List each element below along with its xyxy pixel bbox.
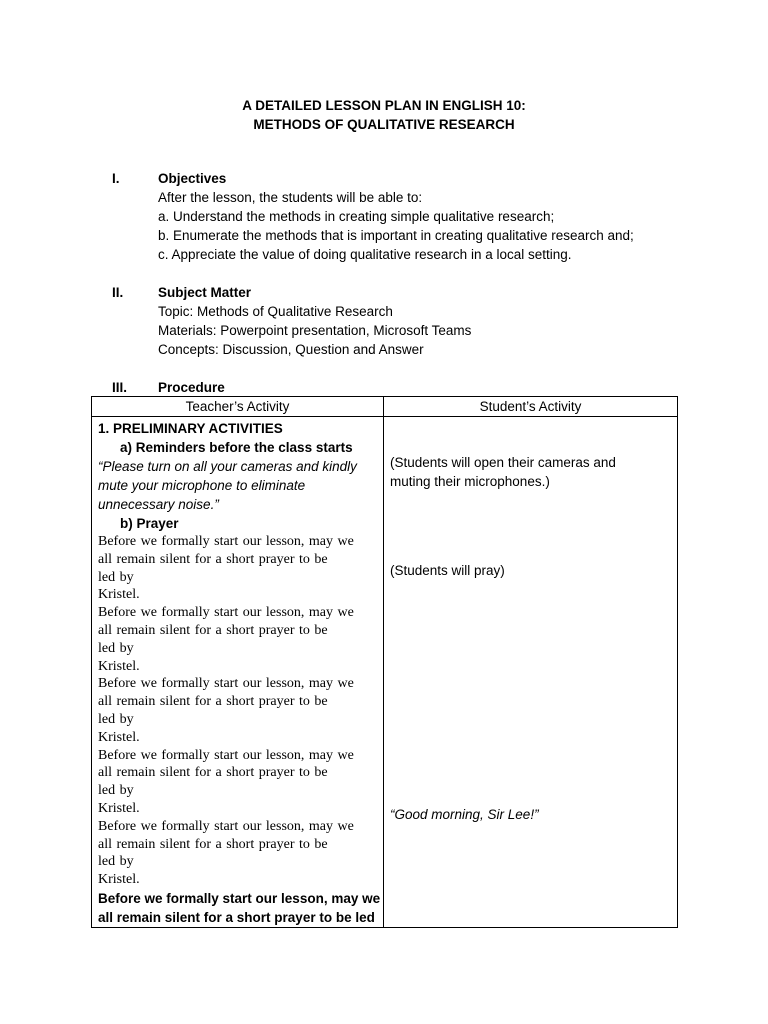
prayer-line: led by: [98, 569, 134, 585]
objective-item: b. Enumerate the methods that is important in creating qualitative research and;: [158, 228, 634, 243]
prayer-line: Before we formally start our lesson, may we: [98, 676, 354, 692]
prayer-line: led by: [98, 783, 134, 799]
prayer-last-line: Before we formally start our lesson, may we: [98, 890, 381, 906]
procedure-heading: Procedure: [158, 380, 225, 395]
subject-materials: Materials: Powerpoint presentation, Microsoft Teams: [158, 323, 472, 338]
prayer-line: Kristel.: [98, 729, 140, 745]
prayer-line: Kristel.: [98, 800, 140, 816]
prayer-line: all remain silent for a short prayer to be: [98, 694, 328, 710]
reminders-heading: a) Reminders before the class starts: [120, 440, 353, 455]
procedure-table: [91, 396, 678, 928]
title-line-1: A DETAILED LESSON PLAN IN ENGLISH 10:: [242, 98, 526, 113]
prayer-line: all remain silent for a short prayer to be: [98, 765, 328, 781]
prayer-line: Before we formally start our lesson, may we: [98, 605, 354, 621]
document-title: [0, 96, 768, 134]
prayer-line: Kristel.: [98, 872, 140, 888]
objective-item: c. Appreciate the value of doing qualitative research in a local setting.: [158, 247, 572, 262]
subject-matter-heading: Subject Matter: [158, 285, 252, 300]
student-response-line: muting their microphones.): [390, 474, 550, 489]
student-response-line: (Students will open their cameras and: [390, 455, 616, 470]
title-line-2: METHODS OF QUALITATIVE RESEARCH: [253, 117, 515, 132]
prayer-paragraph: [98, 533, 377, 604]
prayer-line: Kristel.: [98, 587, 140, 603]
preliminary-activities-heading: 1. PRELIMINARY ACTIVITIES: [98, 421, 283, 436]
prayer-line: Before we formally start our lesson, may we: [98, 747, 354, 763]
prayer-last-line: all remain silent for a short prayer to be led: [98, 909, 375, 925]
prayer-paragraph: [98, 747, 377, 818]
reminders-quote-line: mute your microphone to eliminate: [98, 478, 306, 493]
student-cameras-response: [390, 453, 616, 491]
prayer-line: Kristel.: [98, 658, 140, 674]
student-pray-response: (Students will pray): [390, 563, 505, 578]
table-header-row: [92, 397, 678, 417]
objectives-numeral: I.: [112, 171, 120, 186]
prayer-line: Before we formally start our lesson, may we: [98, 534, 354, 549]
table-row: [92, 417, 678, 928]
prayer-line: led by: [98, 640, 134, 656]
prayer-line: led by: [98, 711, 134, 727]
student-greeting-response: “Good morning, Sir Lee!”: [390, 807, 539, 822]
subject-topic: Topic: Methods of Qualitative Research: [158, 304, 393, 319]
teacher-activity-cell: [92, 417, 384, 928]
prayer-paragraph: [98, 675, 377, 746]
objectives-heading: Objectives: [158, 171, 227, 186]
subject-concepts: Concepts: Discussion, Question and Answer: [158, 342, 424, 357]
procedure-numeral: III.: [112, 380, 128, 395]
prayer-line: all remain silent for a short prayer to be: [98, 551, 328, 567]
prayer-paragraph: [98, 604, 377, 675]
student-activity-header: Student’s Activity: [384, 397, 678, 417]
prayer-line: Before we formally start our lesson, may we: [98, 818, 354, 834]
prayer-line: all remain silent for a short prayer to be: [98, 622, 328, 638]
subject-matter-numeral: II.: [112, 285, 124, 300]
student-activity-cell: [384, 417, 678, 928]
objectives-intro: After the lesson, the students will be able to:: [158, 190, 423, 205]
prayer-line: all remain silent for a short prayer to be: [98, 836, 328, 852]
prayer-heading: b) Prayer: [120, 516, 179, 531]
reminders-quote-line: “Please turn on all your cameras and kindly: [98, 459, 357, 474]
prayer-paragraph: [98, 818, 377, 889]
teacher-activity-header: Teacher’s Activity: [92, 397, 384, 417]
objective-item: a. Understand the methods in creating simple qualitative research;: [158, 209, 555, 224]
reminders-quote-line: unnecessary noise.”: [98, 497, 219, 512]
prayer-line: led by: [98, 854, 134, 870]
